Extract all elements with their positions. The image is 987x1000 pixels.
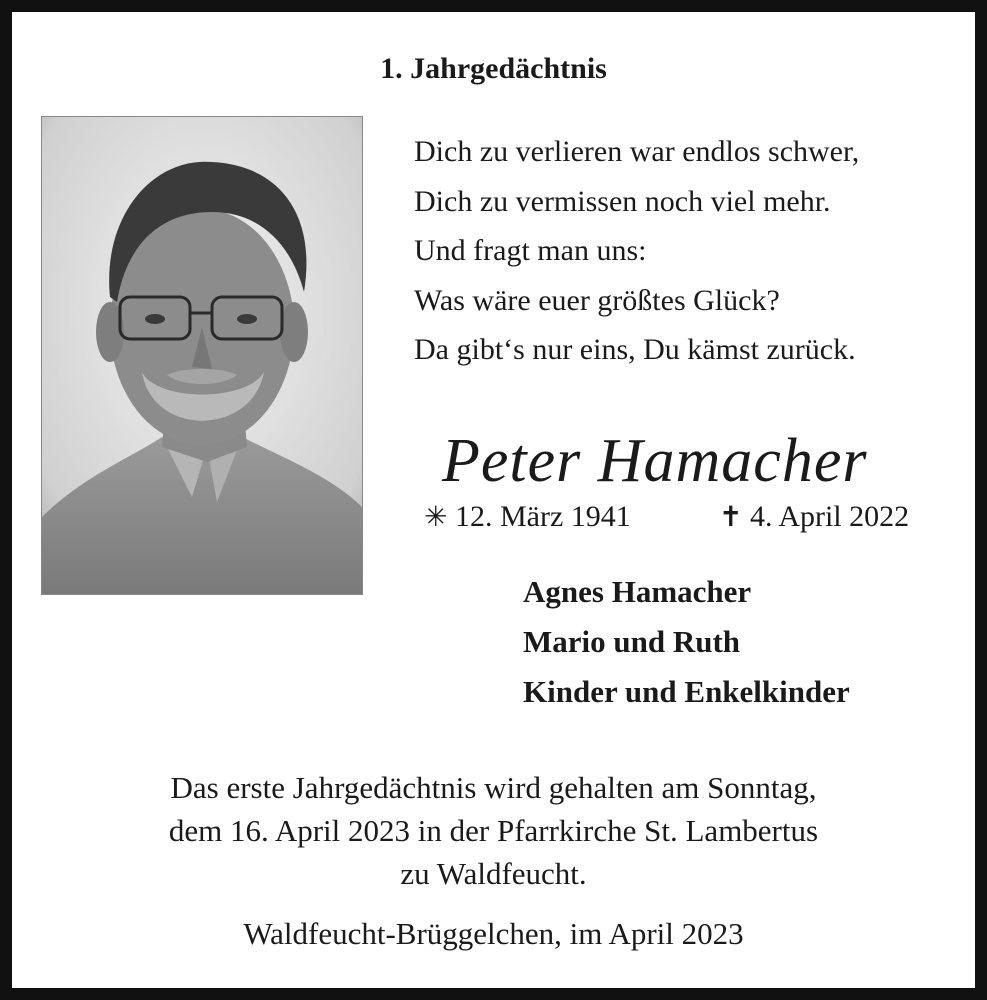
death-cross-icon: ✝ (719, 502, 743, 533)
notice-line: Das erste Jahrgedächtnis wird gehalten am Sonntag, (170, 770, 817, 805)
birth-star-icon: ✳ (424, 502, 448, 533)
portrait-photo (42, 117, 362, 594)
mourner-line: Kinder und Enkelkinder (523, 674, 850, 709)
place-and-date: Waldfeucht-Brüggelchen, im April 2023 (243, 916, 744, 951)
poem (414, 127, 859, 375)
service-notice (12, 766, 975, 895)
portrait-photo-icon (42, 117, 362, 594)
poem-line: Da gibt‘s nur eins, Du kämst zurück. (414, 333, 856, 366)
birth-date-row (424, 500, 631, 534)
birth-date: 12. März 1941 (454, 500, 631, 533)
poem-line: Dich zu verlieren war endlos schwer, (414, 135, 860, 168)
death-date-row (719, 500, 909, 534)
poem-line: Und fragt man uns: (414, 234, 647, 267)
mourner-line: Mario und Ruth (523, 624, 741, 659)
notice-line: dem 16. April 2023 in der Pfarrkirche St. Lambertus (168, 813, 819, 848)
heading: 1. Jahrgedächtnis (380, 52, 607, 85)
deceased-name: Peter Hamacher (442, 427, 868, 495)
death-date: 4. April 2022 (749, 500, 910, 533)
mourners (523, 567, 850, 717)
mourner-line: Agnes Hamacher (523, 574, 752, 609)
poem-line: Was wäre euer größtes Glück? (414, 283, 780, 317)
notice-line: zu Waldfeucht. (400, 856, 587, 891)
poem-line: Dich zu vermissen noch viel mehr. (414, 184, 831, 218)
